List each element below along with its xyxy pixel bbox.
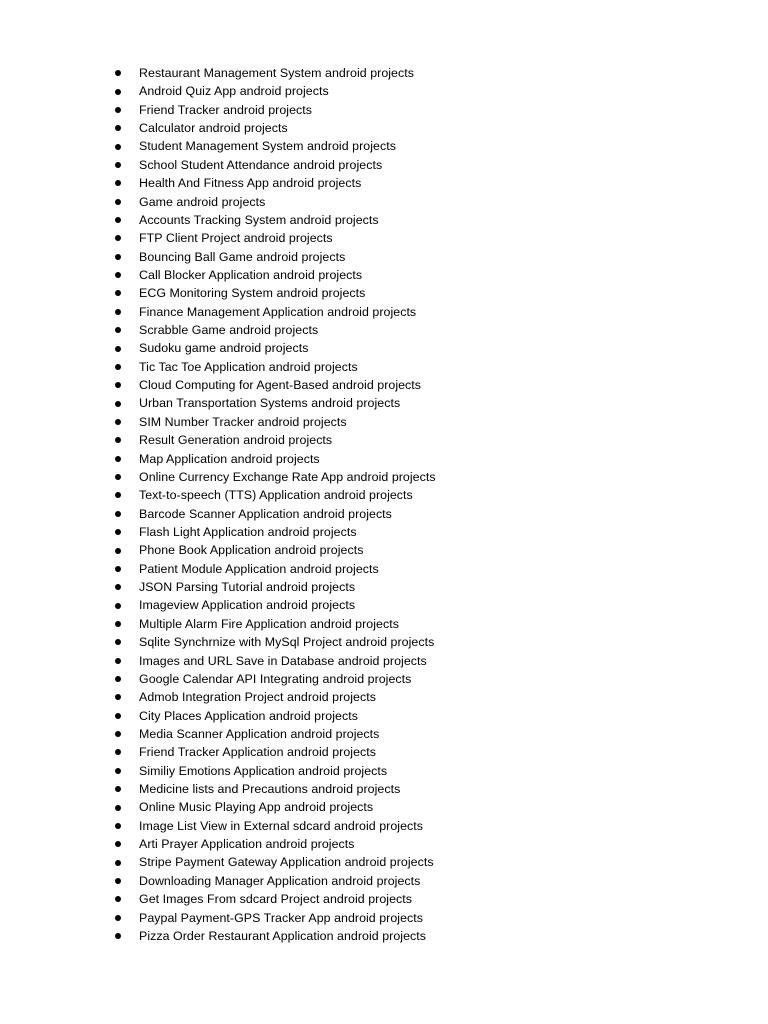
list-item (111, 394, 436, 412)
bullet-icon (115, 896, 121, 902)
list-item-label: Image List View in External sdcard android projects (139, 818, 424, 833)
list-item (111, 156, 436, 174)
list-item (111, 248, 436, 266)
bullet-icon (115, 456, 121, 462)
list-item-label: Friend Tracker Application android projects (139, 745, 377, 760)
list-item-label: Sudoku game android projects (139, 341, 309, 356)
list-item-label: Map Application android projects (139, 451, 320, 466)
list-item (111, 743, 436, 761)
bullet-icon (115, 107, 121, 113)
list-item (111, 468, 436, 486)
list-item (111, 82, 436, 100)
list-item-label: Paypal Payment-GPS Tracker App android projects (139, 910, 424, 925)
list-item-label: FTP Client Project android projects (139, 231, 333, 246)
list-item-label: Text-to-speech (TTS) Application android projects (139, 488, 413, 503)
list-item (111, 303, 436, 321)
list-item-label: Call Blocker Application android projects (139, 267, 363, 282)
list-item (111, 578, 436, 596)
bullet-icon (115, 272, 121, 278)
list-item-label: Patient Module Application android projects (139, 561, 379, 576)
list-item (111, 725, 436, 743)
list-item-label: Finance Management Application android projects (139, 304, 417, 319)
bullet-icon (115, 529, 121, 535)
bullet-icon (115, 805, 121, 811)
bullet-icon (115, 437, 121, 443)
bullet-icon (115, 511, 121, 517)
bullet-icon (115, 382, 121, 388)
list-item-label: Tic Tac Toe Application android projects (139, 359, 358, 374)
bullet-icon (115, 823, 121, 829)
list-item (111, 817, 436, 835)
list-item (111, 101, 436, 119)
list-item (111, 137, 436, 155)
bullet-icon (115, 492, 121, 498)
bullet-icon (115, 199, 121, 205)
bullet-icon (115, 566, 121, 572)
list-item-label: Calculator android projects (139, 121, 288, 136)
bullet-icon (115, 235, 121, 241)
bullet-icon (115, 254, 121, 260)
bullet-icon (115, 309, 121, 315)
list-item-label: JSON Parsing Tutorial android projects (139, 580, 356, 595)
list-item (111, 376, 436, 394)
bullet-icon (115, 346, 121, 352)
bullet-icon (115, 125, 121, 131)
list-item (111, 798, 436, 816)
list-item (111, 174, 436, 192)
bullet-icon (115, 603, 121, 609)
bullet-icon (115, 89, 121, 95)
list-item-label: Restaurant Management System android projects (139, 66, 414, 80)
list-item-label: Sqlite Synchrnize with MySql Project android projects (139, 635, 435, 650)
bullet-icon (115, 290, 121, 296)
bullet-icon (115, 694, 121, 700)
list-item (111, 284, 436, 302)
list-item-label: Barcode Scanner Application android projects (139, 506, 392, 521)
list-item (111, 339, 436, 357)
list-item (111, 541, 436, 559)
list-item-label: Scrabble Game android projects (139, 323, 319, 338)
bullet-icon (115, 749, 121, 755)
list-item-label: Student Management System android projects (139, 139, 396, 154)
bullet-icon (115, 915, 121, 921)
bullet-icon (115, 713, 121, 719)
list-item-label: SIM Number Tracker android projects (139, 414, 347, 429)
list-item (111, 890, 436, 908)
bullet-icon (115, 860, 121, 866)
list-item (111, 909, 436, 927)
list-item (111, 633, 436, 651)
bullet-icon (115, 419, 121, 425)
list-item-label: Pizza Order Restaurant Application android projects (139, 928, 426, 943)
list-item-label: Multiple Alarm Fire Application android projects (139, 616, 399, 631)
bullet-icon (115, 70, 121, 76)
list-item-label: School Student Attendance android projects (139, 157, 383, 172)
bullet-icon (115, 878, 121, 884)
list-item (111, 927, 436, 945)
project-bullet-list (111, 64, 436, 945)
list-item-label: Images and URL Save in Database android projects (139, 653, 427, 668)
bullet-icon (115, 933, 121, 939)
list-item (111, 872, 436, 890)
list-item (111, 413, 436, 431)
list-item (111, 431, 436, 449)
bullet-icon (115, 841, 121, 847)
list-item-label: Downloading Manager Application android projects (139, 873, 421, 888)
list-item-label: City Places Application android projects (139, 708, 358, 723)
list-item (111, 193, 436, 211)
list-item-label: ECG Monitoring System android projects (139, 286, 366, 301)
list-item (111, 762, 436, 780)
list-item (111, 780, 436, 798)
list-item (111, 486, 436, 504)
bullet-icon (115, 786, 121, 792)
list-item (111, 450, 436, 468)
list-item-label: Urban Transportation Systems android projects (139, 396, 401, 411)
list-item-label: Online Currency Exchange Rate App android projects (139, 469, 436, 484)
list-item-label: Stripe Payment Gateway Application android projects (139, 855, 434, 870)
list-item (111, 64, 436, 82)
list-item (111, 119, 436, 137)
list-item-label: Phone Book Application android projects (139, 543, 364, 558)
list-item-label: Cloud Computing for Agent-Based android projects (139, 378, 422, 393)
list-item-label: Medicine lists and Precautions android projects (139, 782, 401, 797)
bullet-icon (115, 658, 121, 664)
bullet-icon (115, 676, 121, 682)
bullet-icon (115, 217, 121, 223)
list-item-label: Result Generation android projects (139, 433, 333, 448)
list-item (111, 321, 436, 339)
list-item (111, 211, 436, 229)
list-item-label: Online Music Playing App android projects (139, 800, 374, 815)
bullet-icon (115, 364, 121, 370)
list-item (111, 835, 436, 853)
bullet-icon (115, 180, 121, 186)
bullet-icon (115, 768, 121, 774)
list-item (111, 523, 436, 541)
list-item (111, 505, 436, 523)
list-item-label: Game android projects (139, 194, 266, 209)
list-item (111, 615, 436, 633)
list-item (111, 596, 436, 614)
bullet-icon (115, 162, 121, 168)
bullet-icon (115, 731, 121, 737)
list-item-label: Friend Tracker android projects (139, 102, 313, 117)
list-item-label: Accounts Tracking System android projects (139, 212, 379, 227)
list-item (111, 853, 436, 871)
list-item-label: Similiy Emotions Application android projects (139, 763, 388, 778)
bullet-icon (115, 474, 121, 480)
bullet-icon (115, 639, 121, 645)
list-item (111, 358, 436, 376)
list-item (111, 670, 436, 688)
list-item (111, 229, 436, 247)
list-item-label: Bouncing Ball Game android projects (139, 249, 346, 264)
list-item-label: Media Scanner Application android projects (139, 726, 380, 741)
list-item-label: Admob Integration Project android projects (139, 690, 376, 705)
bullet-icon (115, 327, 121, 333)
list-item (111, 652, 436, 670)
bullet-icon (115, 548, 121, 554)
list-item-label: Get Images From sdcard Project android projects (139, 892, 412, 907)
list-item-label: Health And Fitness App android projects (139, 176, 362, 191)
list-item (111, 560, 436, 578)
bullet-icon (115, 144, 121, 150)
bullet-icon (115, 621, 121, 627)
list-item-label: Imageview Application android projects (139, 598, 356, 613)
list-item (111, 266, 436, 284)
bullet-icon (115, 401, 121, 407)
list-item-label: Arti Prayer Application android projects (139, 837, 355, 852)
bullet-icon (115, 584, 121, 590)
list-item (111, 688, 436, 706)
list-item-label: Google Calendar API Integrating android projects (139, 671, 412, 686)
list-item-label: Android Quiz App android projects (139, 84, 329, 99)
list-item (111, 707, 436, 725)
list-item-label: Flash Light Application android projects (139, 524, 357, 539)
